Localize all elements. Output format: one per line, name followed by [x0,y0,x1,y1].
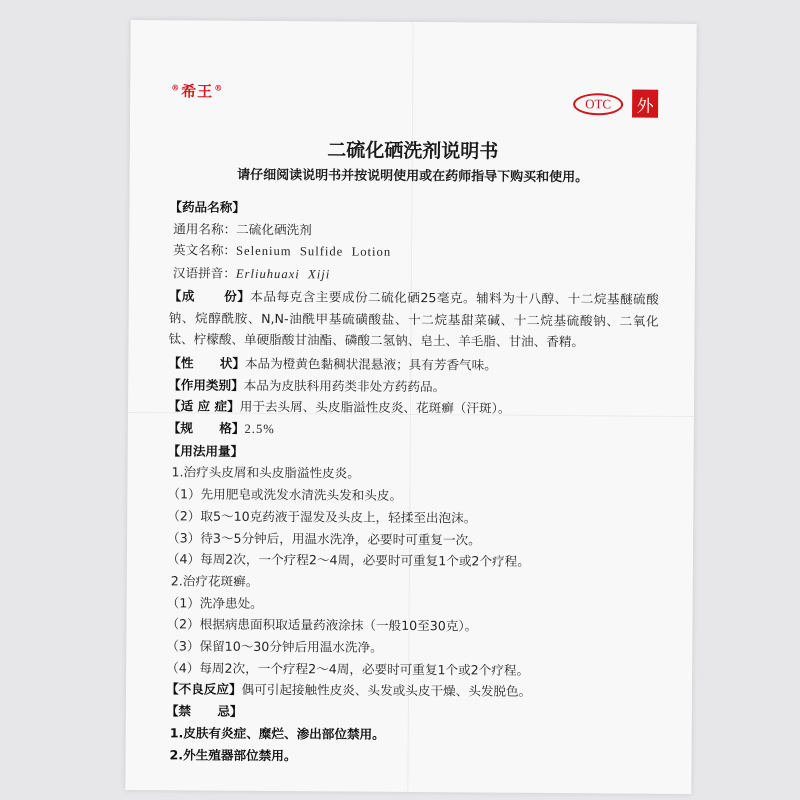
properties-section [168,352,658,377]
english-name-row [169,240,659,266]
usage-section1-title: 1.治疗头皮屑和头皮脂溢性皮炎。 [171,464,360,482]
english-name-value: Selenium Sulfide Lotion [236,244,392,260]
contraindications-label: 【禁 忌】 [165,703,243,720]
registered-mark: ® [171,82,181,93]
otc-badge: OTC [573,93,623,115]
generic-name-value: 二硫化硒洗剂 [236,221,312,238]
contraindication-item: 1.皮肤有炎症、糜烂、渗出部位禁用。 [169,725,385,742]
drug-name-section [169,196,659,221]
external-use-badge: 外 [632,90,658,118]
specification-text: 2.5% [244,421,275,437]
composition-text: 本品每克含主要成份二硫化硒25毫克。辅料为十八醇、十二烷基醚硫酸钠、烷醇酰胺、N,N-油酰甲基硫磺酸盐、十二烷基甜菜碱、十二烷基硫酸钠、二氧化钛、柠檬酸、单硬脂酸甘油酯、磷酸二氢钠、皂土、羊毛脂、甘油、香精。 [168,288,659,350]
pinyin-row [169,262,659,288]
usage-step: （3）待3～5分钟后，用温水洗净，必要时可重复一次。 [167,529,481,548]
category-label: 【作用类别】 [168,376,244,393]
properties-text: 本品为橙黄色黏稠状混悬液；具有芳香气味。 [244,355,497,373]
usage-step: （2）取5～10克药液于湿发及头皮上，轻揉至出泡沫。 [167,508,477,526]
properties-label: 【性 状】 [168,355,246,371]
usage-step: （3）保留10～30分钟后用温水洗净。 [166,638,383,655]
usage-label: 【用法用量】 [167,443,244,459]
specification-label: 【规 格】 [167,420,245,436]
usage-step: （4）每周2次，一个疗程2～4周，必要时可重复1个或2个疗程。 [166,551,530,570]
leaflet-content [165,196,659,769]
indications-label: 【适 应 症】 [167,398,240,415]
leaflet-paper [125,20,696,794]
usage-section2-title: 2.治疗花斑癣。 [170,573,259,589]
specification-section [168,417,658,443]
pinyin-value: Erliuhuaxi Xiji [235,266,331,282]
adverse-reactions-text: 偶可引起接触性皮炎、头发或头皮干燥、头发脱色。 [241,682,532,700]
pinyin-label: 汉语拼音： [172,265,236,281]
indications-text: 用于去头屑、头皮脂溢性皮炎、花斑癣（汗斑）。 [239,399,511,417]
category-text: 本品为皮肤科用药类非处方药药品。 [243,377,446,394]
contraindication-item: 2.外生殖器部位禁用。 [169,746,297,763]
adverse-reactions-label: 【不良反应】 [165,681,242,698]
document-subtitle: 请仔细阅读说明书并按说明使用或在药师指导下购买和使用。 [237,167,589,186]
usage-step: （2）根据病患面积取适量药液涂抹（一般10至30克）。 [166,616,478,634]
generic-name-label: 通用名称： [173,221,237,237]
brand-logo [170,80,224,101]
composition-section [168,285,658,354]
english-name-label: 英文名称： [173,242,237,259]
composition-label: 【成 份】 [168,288,251,304]
document-title: 二硫化硒洗剂说明书 [327,139,499,163]
usage-step: （4）每周2次，一个疗程2～4周，必要时可重复1个或2个疗程。 [166,660,530,678]
usage-step: （1）先用肥皂或洗发水清洗头发和头皮。 [167,486,403,504]
drug-name-header: 【药品名称】 [169,199,246,215]
usage-step: （1）洗净患处。 [166,594,263,611]
brand-logo-text: 希王 [181,82,214,101]
registered-mark-2: ® [214,82,224,93]
